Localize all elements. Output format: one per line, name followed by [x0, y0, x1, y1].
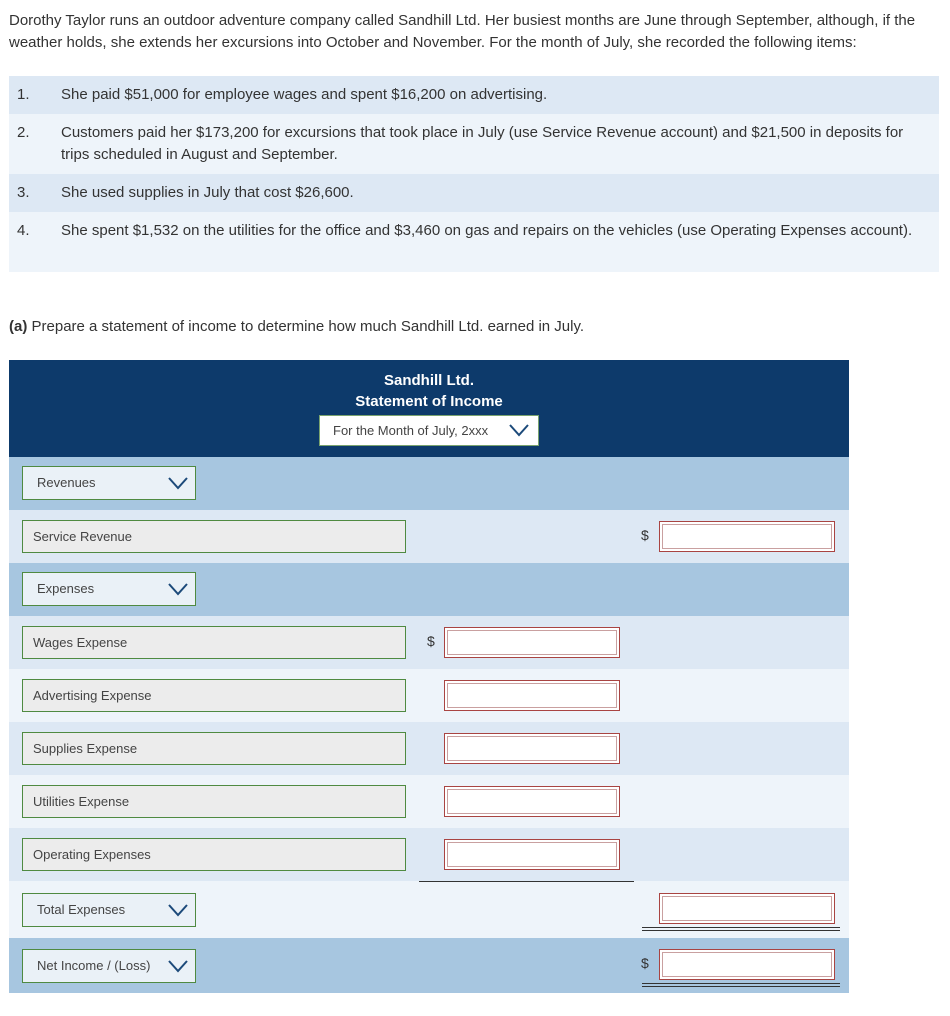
total-expenses-amount-input[interactable]: [659, 893, 835, 924]
expenses-select[interactable]: [22, 572, 196, 606]
list-item: [9, 76, 939, 114]
operating-expenses-amount-input[interactable]: [444, 839, 620, 870]
period-select-value: For the Month of July, 2xxx: [333, 423, 489, 438]
wages-expense-account: Wages Expense: [22, 626, 406, 659]
chevron-down-icon: [167, 902, 189, 918]
list-item: [9, 174, 939, 212]
item-number: 2.: [17, 124, 30, 141]
revenues-row: [9, 457, 849, 510]
list-item: [9, 212, 939, 272]
expense-row-advertising: [9, 669, 849, 722]
item-text: Customers paid her $173,200 for excursions that took place in July (use Service Revenue account) and $21,500 in deposits for trips scheduled in August and September.: [61, 124, 904, 163]
advertising-expense-account: Advertising Expense: [22, 679, 406, 712]
question-label: (a): [9, 318, 28, 335]
item-text: She used supplies in July that cost $26,600.: [61, 184, 354, 201]
operating-expenses-account: Operating Expenses: [22, 838, 406, 871]
currency-symbol: $: [427, 633, 435, 649]
problem-intro: Dorothy Taylor runs an outdoor adventure company called Sandhill Ltd. Her busiest months are June through September, although, if the weather holds, she extends her excursions into October and November. For the month of July, she recorded the following items:: [9, 12, 916, 51]
item-text: She spent $1,532 on the utilities for the office and $3,460 on gas and repairs on the vehicles (use Operating Expenses account).: [61, 222, 913, 239]
currency-symbol: $: [641, 955, 649, 971]
list-item: [9, 114, 939, 174]
currency-symbol: $: [641, 527, 649, 543]
question-prompt: [9, 316, 584, 338]
wages-expense-amount-input[interactable]: [444, 627, 620, 658]
service-revenue-amount-input[interactable]: [659, 521, 835, 552]
expenses-select-value: Expenses: [37, 581, 95, 596]
statement-header: [9, 360, 849, 457]
chevron-down-icon: [167, 581, 189, 597]
revenues-select-value: Revenues: [37, 475, 96, 490]
advertising-expense-amount-input[interactable]: [444, 680, 620, 711]
supplies-expense-account: Supplies Expense: [22, 732, 406, 765]
item-number: 4.: [17, 222, 30, 239]
supplies-expense-amount-input[interactable]: [444, 733, 620, 764]
expense-row-operating: [9, 828, 849, 881]
item-number: 3.: [17, 184, 30, 201]
subtotal-underline: [419, 881, 634, 882]
statement-title: Statement of Income: [355, 393, 503, 410]
total-expenses-row: [9, 881, 849, 938]
net-income-select[interactable]: [22, 949, 196, 983]
double-underline: [642, 983, 840, 987]
question-text: Prepare a statement of income to determine how much Sandhill Ltd. earned in July.: [27, 318, 585, 335]
expense-row-utilities: [9, 775, 849, 828]
revenues-select[interactable]: [22, 466, 196, 500]
net-income-amount-input[interactable]: [659, 949, 835, 980]
chevron-down-icon: [167, 958, 189, 974]
chevron-down-icon: [167, 475, 189, 491]
item-number: 1.: [17, 86, 30, 103]
service-revenue-account: Service Revenue: [22, 520, 406, 553]
expenses-row: [9, 563, 849, 616]
chevron-down-icon: [508, 422, 530, 438]
transaction-list: [9, 76, 939, 272]
period-select[interactable]: [319, 415, 539, 446]
utilities-expense-amount-input[interactable]: [444, 786, 620, 817]
net-income-row: [9, 938, 849, 993]
expense-row-wages: [9, 616, 849, 669]
company-name: Sandhill Ltd.: [384, 372, 474, 389]
income-statement: [9, 360, 849, 993]
expense-row-supplies: [9, 722, 849, 775]
net-income-select-value: Net Income / (Loss): [37, 958, 151, 973]
double-underline: [642, 927, 840, 931]
item-text: She paid $51,000 for employee wages and spent $16,200 on advertising.: [61, 86, 548, 103]
total-expenses-select[interactable]: [22, 893, 196, 927]
utilities-expense-account: Utilities Expense: [22, 785, 406, 818]
total-expenses-select-value: Total Expenses: [37, 902, 126, 917]
service-revenue-row: [9, 510, 849, 563]
